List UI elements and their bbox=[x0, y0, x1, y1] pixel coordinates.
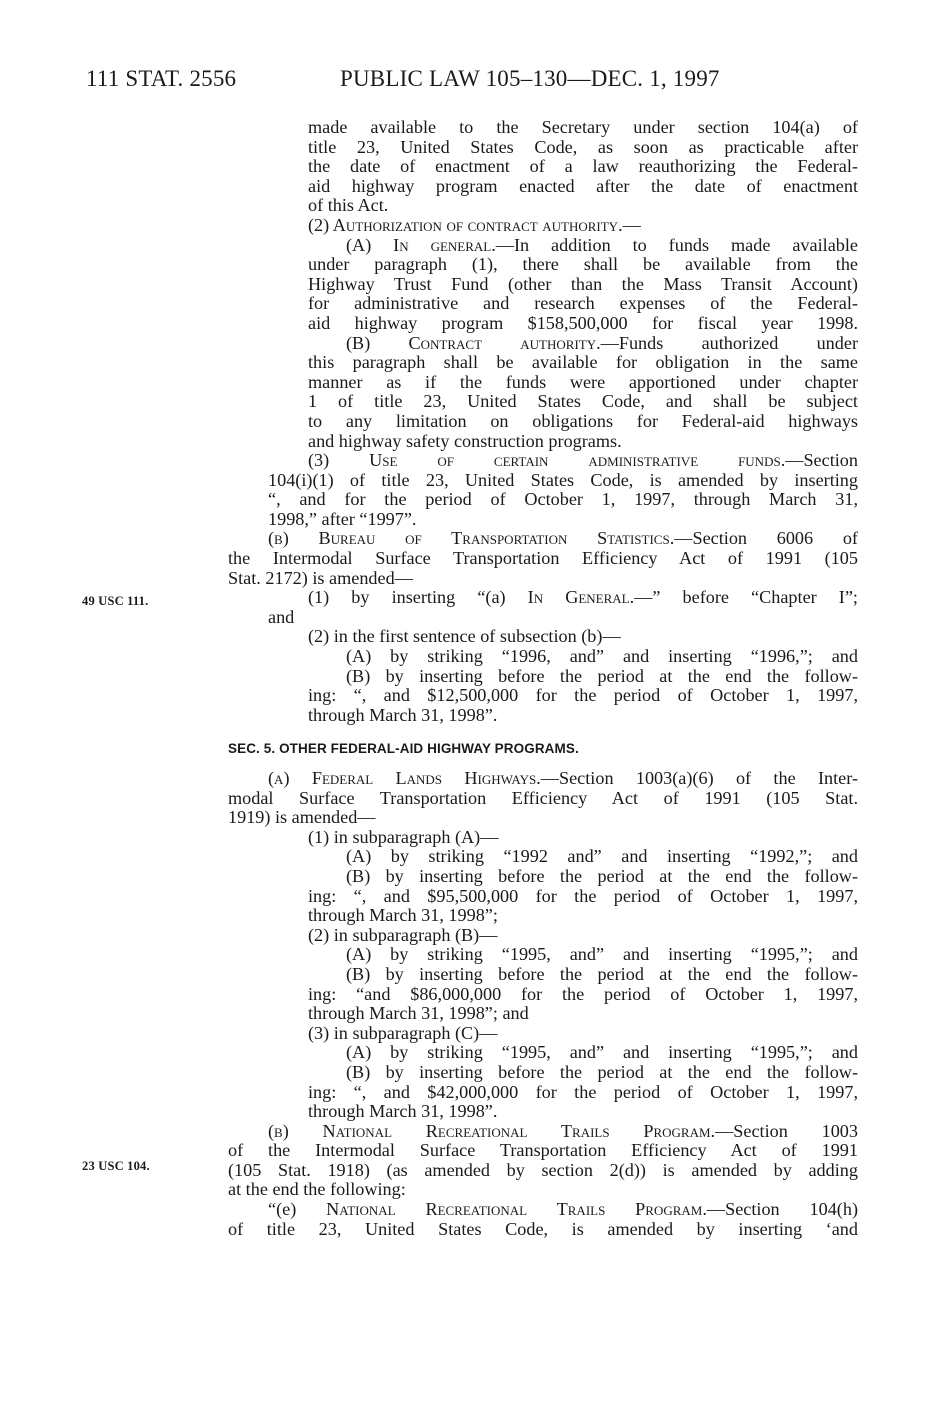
line-text: (B) by inserting before the period at the end the follow- bbox=[346, 1061, 858, 1082]
text-line bbox=[228, 1043, 858, 1063]
line-text: (1) in subparagraph (A)— bbox=[308, 826, 499, 847]
line-text: modal Surface Transportation Efficiency Act of 1991 (105 Stat. bbox=[228, 787, 858, 808]
small-caps-heading: (a) Federal Lands Highways. bbox=[268, 768, 541, 788]
small-caps-heading: In General. bbox=[527, 587, 635, 608]
line-text: ing: “and $86,000,000 for the period of October 1, 1997, bbox=[308, 983, 858, 1004]
line-text: at the end the following: bbox=[228, 1179, 406, 1200]
line-text: through March 31, 1998”; bbox=[308, 905, 498, 926]
line-text: —In addition to funds made available bbox=[495, 234, 858, 255]
statute-body bbox=[228, 118, 858, 1239]
text-line bbox=[228, 667, 858, 687]
margin-note-23-usc: 23 USC 104. bbox=[82, 1159, 150, 1173]
text-line bbox=[228, 373, 858, 393]
text-line bbox=[228, 1122, 858, 1142]
text-line bbox=[228, 432, 858, 452]
line-text: ing: “, and $42,000,000 for the period of October 1, 1997, bbox=[308, 1081, 858, 1102]
text-line bbox=[228, 1024, 858, 1044]
line-text: (2) in subparagraph (B)— bbox=[308, 924, 498, 945]
line-text: and highway safety construction programs. bbox=[308, 430, 622, 451]
line-text: through March 31, 1998”; and bbox=[308, 1003, 529, 1024]
text-line bbox=[228, 828, 858, 848]
text-line bbox=[228, 177, 858, 197]
text-line bbox=[228, 887, 858, 907]
text-line bbox=[228, 471, 858, 491]
text-line bbox=[228, 769, 858, 789]
line-text: (A) by striking “1995, and” and inserting “1995,”; and bbox=[346, 944, 858, 965]
line-text: ing: “, and $12,500,000 for the period of October 1, 1997, bbox=[308, 685, 858, 706]
line-text: (2) in the first sentence of subsection (b)— bbox=[308, 626, 621, 647]
margin-note-49-usc: 49 USC 111. bbox=[82, 594, 149, 608]
small-caps-heading: (b) Bureau of Transportation Statistics. bbox=[268, 528, 675, 549]
text-line bbox=[228, 985, 858, 1005]
small-caps-heading: (b) National Recreational Trails Program. bbox=[268, 1120, 716, 1141]
line-text: (3) in subparagraph (C)— bbox=[308, 1022, 498, 1043]
text-line bbox=[228, 808, 858, 828]
line-text: the date of enactment of a law reauthorizing the Federal- bbox=[308, 156, 858, 177]
line-text: —Section 1003(a)(6) of the Inter- bbox=[540, 768, 858, 788]
text-line bbox=[228, 1083, 858, 1103]
text-line bbox=[228, 412, 858, 432]
line-text: Stat. 2172) is amended— bbox=[228, 567, 413, 588]
line-text: the Intermodal Surface Transportation Efficiency Act of 1991 (105 bbox=[228, 548, 858, 569]
small-caps-heading: National Recreational Trails Program. bbox=[326, 1199, 707, 1220]
text-line bbox=[228, 275, 858, 295]
text-line bbox=[228, 906, 858, 926]
line-text: 1 of title 23, United States Code, and shall be subject bbox=[308, 391, 858, 412]
line-text: 104(i)(1) of title 23, United States Code, is amended by inserting bbox=[268, 469, 858, 490]
running-head: PUBLIC LAW 105–130—DEC. 1, 1997 bbox=[340, 66, 720, 91]
line-text: (A) by striking “1995, and” and inserting “1995,”; and bbox=[346, 1042, 858, 1063]
text-line bbox=[228, 1220, 858, 1240]
text-line bbox=[228, 353, 858, 373]
line-text: through March 31, 1998”. bbox=[308, 704, 498, 725]
text-line bbox=[228, 216, 858, 236]
line-text: —Section 6006 of bbox=[674, 528, 858, 549]
text-line bbox=[228, 1102, 858, 1122]
line-text: 1998,” after “1997”. bbox=[268, 508, 417, 529]
text-line bbox=[228, 686, 858, 706]
line-text: Highway Trust Fund (other than the Mass Transit Account) bbox=[308, 273, 858, 294]
page-citation: 111 STAT. 2556 bbox=[86, 66, 237, 91]
small-caps-heading: (A) In general. bbox=[346, 234, 496, 255]
line-text: made available to the Secretary under section 104(a) of bbox=[308, 117, 858, 137]
line-text: (B) by inserting before the period at the end the follow- bbox=[346, 963, 858, 984]
text-line bbox=[228, 569, 858, 589]
line-text: “, and for the period of October 1, 1997, through March 31, bbox=[268, 489, 858, 510]
small-caps-heading: (3) Use of certain administrative funds. bbox=[308, 450, 786, 471]
text-line bbox=[228, 490, 858, 510]
line-text: and bbox=[268, 606, 295, 627]
line-text: through March 31, 1998”. bbox=[308, 1101, 498, 1122]
text-line bbox=[228, 236, 858, 256]
text-line bbox=[228, 529, 858, 549]
line-text: this paragraph shall be available for obligation in the same bbox=[308, 352, 858, 373]
line-prefix: “(e) bbox=[268, 1199, 327, 1220]
line-text: manner as if the funds were apportioned under chapter bbox=[308, 371, 858, 392]
text-line bbox=[228, 294, 858, 314]
text-line bbox=[228, 1141, 858, 1161]
text-line bbox=[228, 157, 858, 177]
text-line bbox=[228, 196, 858, 216]
small-caps-heading: (2) Authorization of contract authority.— bbox=[308, 214, 641, 235]
text-line bbox=[228, 1161, 858, 1181]
text-line bbox=[228, 945, 858, 965]
line-text: under paragraph (1), there shall be available from the bbox=[308, 254, 858, 275]
text-line bbox=[228, 334, 858, 354]
text-line bbox=[228, 392, 858, 412]
line-text: aid highway program enacted after the date of enactment bbox=[308, 175, 858, 196]
line-text: to any limitation on obligations for Federal-aid highways bbox=[308, 410, 858, 431]
line-text: of this Act. bbox=[308, 195, 389, 216]
line-text: —Funds authorized under bbox=[600, 332, 858, 353]
text-line bbox=[228, 627, 858, 647]
line-prefix: (1) by inserting “(a) bbox=[308, 587, 528, 608]
line-text: (105 Stat. 1918) (as amended by section 2(d)) is amended by adding bbox=[228, 1159, 858, 1180]
line-text: (B) by inserting before the period at the end the follow- bbox=[346, 665, 858, 686]
text-line bbox=[228, 965, 858, 985]
text-line bbox=[228, 138, 858, 158]
line-text: (A) by striking “1996, and” and inserting “1996,”; and bbox=[346, 646, 858, 667]
text-line bbox=[228, 926, 858, 946]
text-line bbox=[228, 867, 858, 887]
text-line bbox=[228, 1180, 858, 1200]
line-text: for administrative and research expenses of the Federal- bbox=[308, 293, 858, 314]
section-heading: SEC. 5. OTHER FEDERAL-AID HIGHWAY PROGRAMS. bbox=[228, 741, 579, 757]
line-text: (A) by striking “1992 and” and inserting “1992,”; and bbox=[346, 846, 858, 867]
line-text: title 23, United States Code, as soon as practicable after bbox=[308, 136, 858, 157]
line-text: ing: “, and $95,500,000 for the period of October 1, 1997, bbox=[308, 885, 858, 906]
text-line bbox=[228, 1004, 858, 1024]
small-caps-heading: (B) Contract authority. bbox=[346, 332, 601, 353]
line-text: 1919) is amended— bbox=[228, 807, 376, 828]
text-line bbox=[228, 588, 858, 608]
text-line bbox=[228, 451, 858, 471]
line-text: of the Intermodal Surface Transportation Efficiency Act of 1991 bbox=[228, 1140, 858, 1161]
text-line bbox=[228, 255, 858, 275]
text-line bbox=[228, 314, 858, 334]
text-line bbox=[228, 1200, 858, 1220]
text-line bbox=[228, 789, 858, 809]
line-text: (B) by inserting before the period at the end the follow- bbox=[346, 865, 858, 886]
text-line bbox=[228, 608, 858, 628]
line-text: —Section 1003 bbox=[715, 1120, 858, 1141]
line-text: aid highway program $158,500,000 for fiscal year 1998. bbox=[308, 312, 858, 333]
text-line bbox=[228, 1063, 858, 1083]
line-text: —Section 104(h) bbox=[706, 1199, 858, 1220]
text-line bbox=[228, 118, 858, 138]
line-text: —” before “Chapter I”; bbox=[634, 587, 858, 608]
line-text: —Section bbox=[785, 450, 858, 471]
text-line bbox=[228, 647, 858, 667]
line-text: of title 23, United States Code, is amended by inserting ‘and bbox=[228, 1218, 858, 1239]
text-line bbox=[228, 549, 858, 569]
text-line bbox=[228, 847, 858, 867]
text-line bbox=[228, 510, 858, 530]
text-line bbox=[228, 706, 858, 726]
